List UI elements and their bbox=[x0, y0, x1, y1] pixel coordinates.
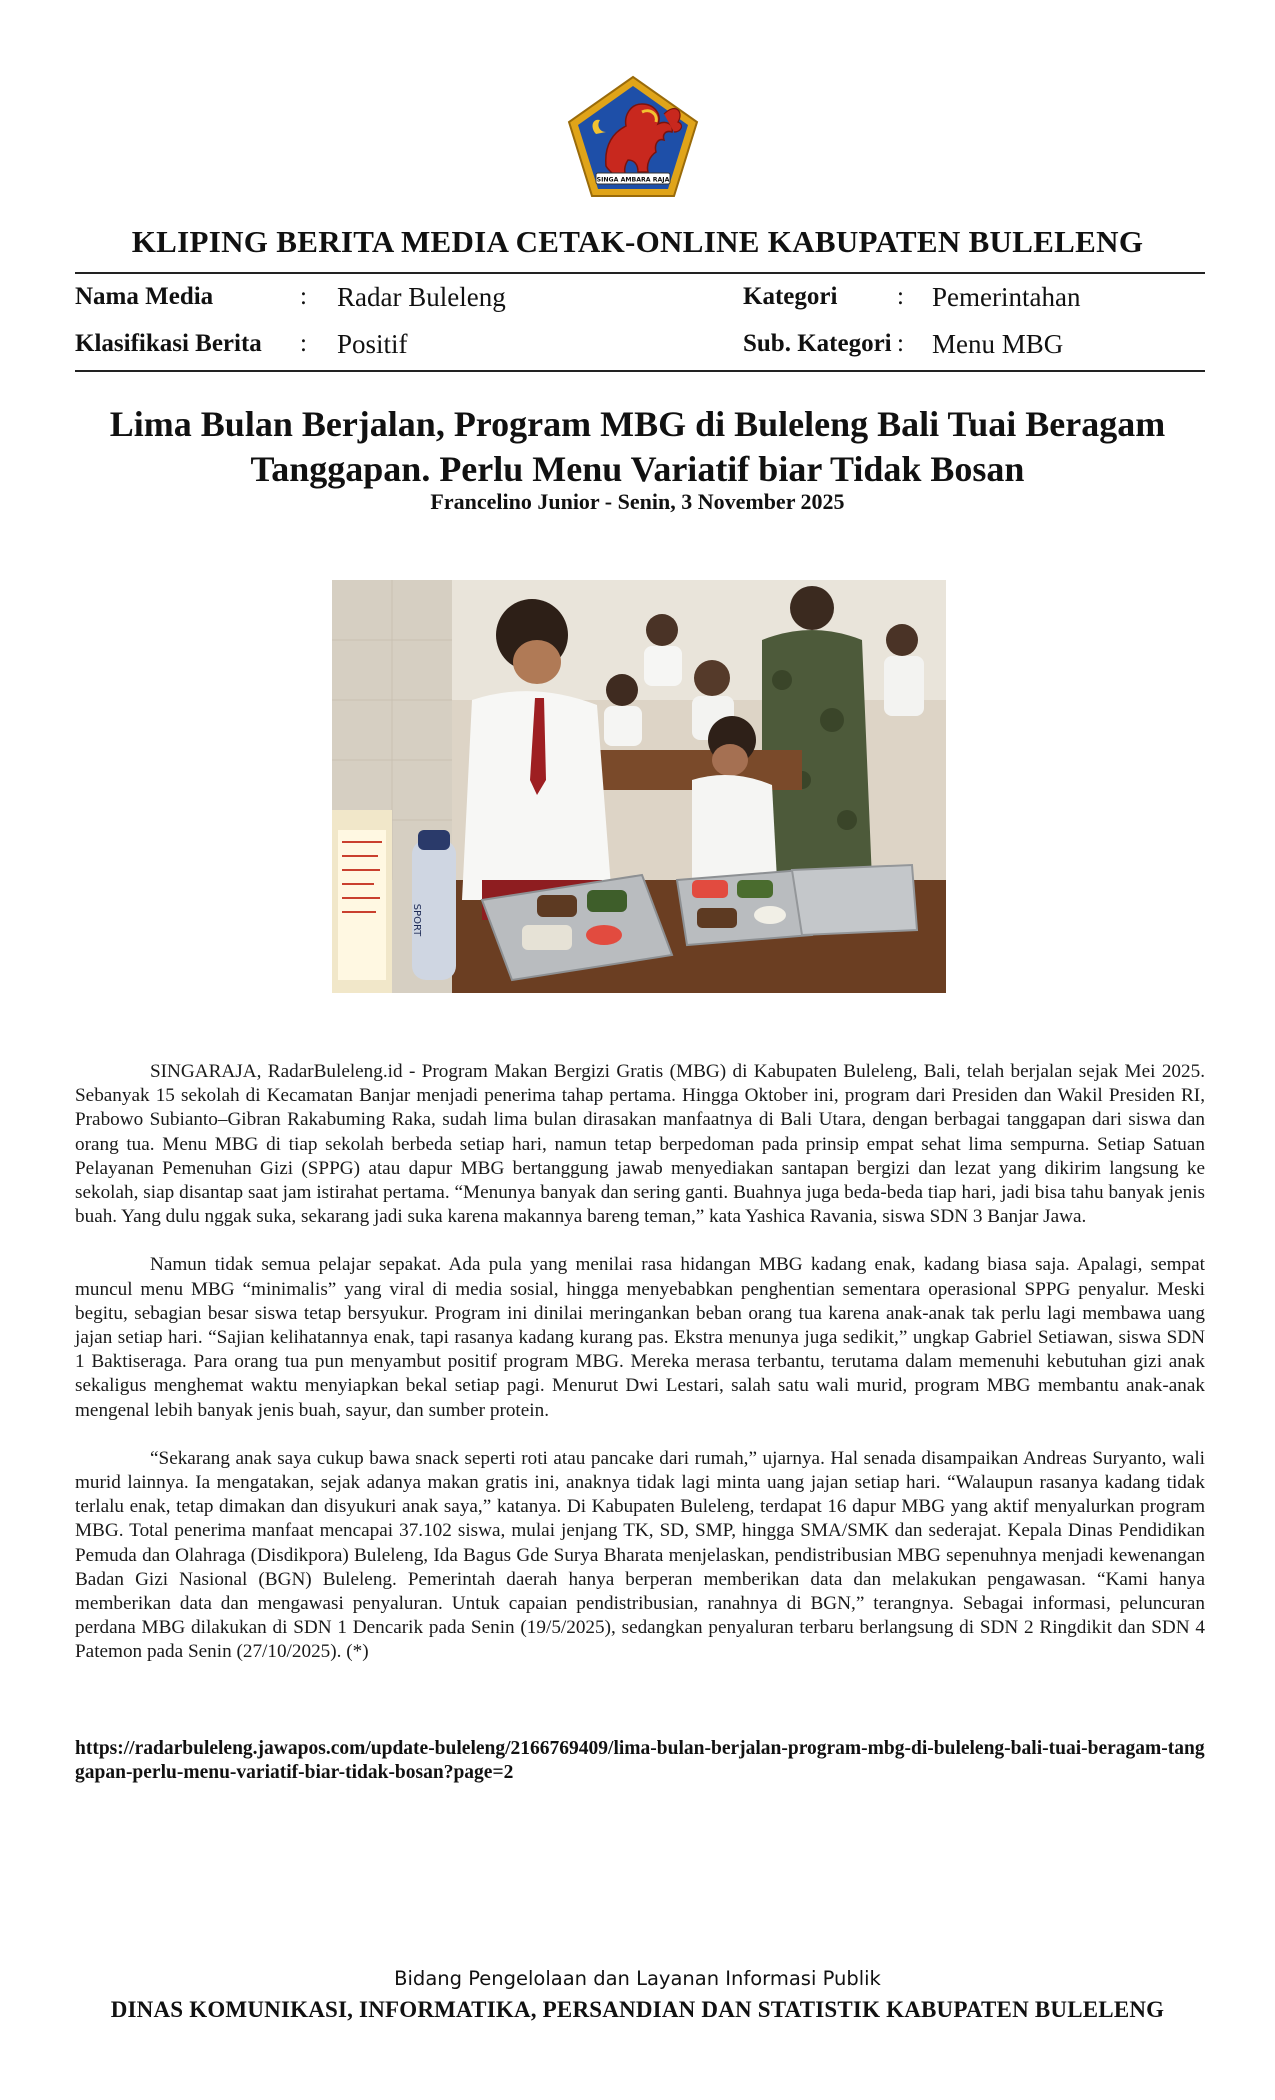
klasifikasi-colon: : bbox=[300, 330, 307, 357]
kliping-title: KLIPING BERITA MEDIA CETAK-ONLINE KABUPATEN BULELENG bbox=[131, 224, 1144, 259]
article-photo bbox=[332, 580, 946, 993]
klasifikasi-value: Positif bbox=[337, 329, 408, 359]
metadata-block bbox=[0, 0, 1275, 370]
svg-text:SPORT: SPORT bbox=[411, 903, 422, 937]
crest-motto: SINGA AMBARA RAJA bbox=[596, 176, 670, 184]
article-body bbox=[75, 1060, 1205, 1689]
klasifikasi-label: Klasifikasi Berita bbox=[75, 330, 262, 357]
article-headline: Lima Bulan Berjalan, Program MBG di Buleleng Bali Tuai Beragam Tanggapan. Perlu Menu Variatif biar Tidak Bosan bbox=[109, 404, 1166, 489]
nama-media-label: Nama Media bbox=[75, 283, 214, 310]
kategori-colon: : bbox=[897, 283, 904, 310]
sub-kategori-label: Sub. Kategori bbox=[743, 330, 892, 357]
kategori-value: Pemerintahan bbox=[932, 282, 1081, 312]
article-paragraph-2: Namun tidak semua pelajar sepakat. Ada pula yang menilai rasa hidangan MBG kadang enak, kadang biasa saja. Apalagi, sempat muncul menu MBG “minimalis” yang viral di media sosial, hingga menyebabkan penghentian sementara operasional SPPG penyalur. Meski begitu, sebagian besar siswa tetap bersyukur. Program ini dinilai meringankan beban orang tua karena anak-anak tak perlu lagi membawa uang jajan setiap hari. “Sajian kelihatannya enak, tapi rasanya kadang kurang pas. Ekstra menunya juga sedikit,” ungkap Gabriel Setiawan, siswa SDN 1 Baktiseraga. Para orang tua pun menyambut positif program MBG. Mereka merasa terbantu, terutama dalam memenuhi kebutuhan gizi anak sekaligus menghemat waktu menyiapkan bekal setiap pagi. Menurut Dwi Lestari, salah satu wali murid, program MBG membantu anak-anak mengenal lebih banyak jenis buah, sayur, dan sumber protein. bbox=[75, 1254, 1205, 1421]
header-bottom-rule bbox=[75, 370, 1205, 372]
footer-division: Bidang Pengelolaan dan Layanan Informasi Publik bbox=[394, 1967, 881, 1990]
article-paragraph-1: SINGARAJA, RadarBuleleng.id - Program Makan Bergizi Gratis (MBG) di Kabupaten Buleleng, Bali, telah berjalan sejak Mei 2025. Sebanyak 15 sekolah di Kecamatan Banjar menjadi penerima tahap pertama. Hingga Oktober ini, program dari Presiden dan Wakil Presiden RI, Prabowo Subianto–Gibran Rakabuming Raka, sudah lima bulan dirasakan manfaatnya di Bali Utara, dengan berbagai tanggapan dari siswa dan orang tua. Menu MBG di tiap sekolah berbeda setiap hari, namun tetap berpedoman pada prinsip empat sehat lima sempurna. Setiap Satuan Pelayanan Pemenuhan Gizi (SPPG) atau dapur MBG bertanggung jawab menyediakan santapan bergizi dan lezat yang dikirim langsung ke sekolah, siap disantap saat jam istirahat pertama. “Menunya banyak dan sering ganti. Buahnya juga beda-beda tiap hari, jadi bisa tahu banyak jenis buah. Yang dulu nggak suka, sekarang jadi suka karena makannya bareng teman,” kata Yashica Ravania, siswa SDN 3 Banjar Jawa. bbox=[75, 1061, 1205, 1228]
source-url-link[interactable]: https://radarbuleleng.jawapos.com/update-buleleng/2166769409/lima-bulan-berjalan-program-mbg-di-buleleng-bali-tuai-beragam-tanggapan-perlu-menu-variatif-biar-tidak-bosan?page=2 bbox=[75, 1738, 1205, 1783]
nama-media-colon: : bbox=[300, 283, 307, 310]
article-paragraph-3: “Sekarang anak saya cukup bawa snack seperti roti atau pancake dari rumah,” ujarnya. Hal senada disampaikan Andreas Suryanto, wali murid lainnya. Ia mengatakan, sejak adanya makan gratis ini, anaknya tidak lagi minta uang jajan setiap hari. “Walaupun rasanya kadang tidak terlalu enak, tetap dimakan dan disyukuri anak saya,” katanya. Di Kabupaten Buleleng, terdapat 16 dapur MBG yang aktif menyalurkan program MBG. Total penerima manfaat mencapai 37.102 siswa, mulai jenjang TK, SD, SMP, hingga SMA/SMK dan sederajat. Kepala Dinas Pendidikan Pemuda dan Olahraga (Disdikpora) Buleleng, Ida Bagus Gde Surya Bharata menjelaskan, pendistribusian MBG sepenuhnya menjadi kewenangan Badan Gizi Nasional (BGN) Buleleng. Pemerintah daerah hanya berperan memberikan data dan melakukan pengawasan. “Kami hanya memberikan data dan mengawasi penyaluran. Untuk capaian pendistribusian, ranahnya di BGN,” terangnya. Sebagai informasi, peluncuran perdana MBG dilakukan di SDN 1 Dencarik pada Senin (19/5/2025), sedangkan penyaluran terbaru berlangsung di SDN 2 Ringdikit dan SDN 4 Patemon pada Senin (27/10/2025). (*) bbox=[75, 1447, 1205, 1663]
kategori-label: Kategori bbox=[743, 283, 838, 310]
sub-kategori-value: Menu MBG bbox=[932, 329, 1064, 359]
footer-agency: DINAS KOMUNIKASI, INFORMATIKA, PERSANDIAN DAN STATISTIK KABUPATEN BULELENG bbox=[110, 1997, 1165, 2022]
article-byline: Francelino Junior - Senin, 3 November 2025 bbox=[430, 489, 845, 514]
nama-media-value: Radar Buleleng bbox=[337, 282, 506, 312]
sub-kategori-colon: : bbox=[897, 330, 904, 357]
